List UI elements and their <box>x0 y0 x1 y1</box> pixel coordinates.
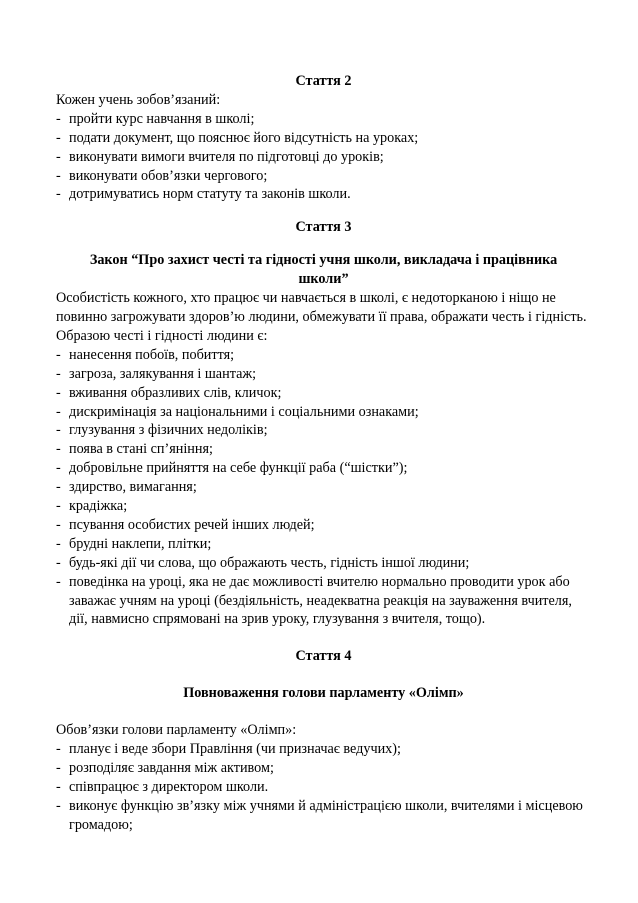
list-dash: - <box>56 129 61 146</box>
list-item: - брудні наклепи, плітки; <box>56 535 212 552</box>
list-dash: - <box>56 148 61 165</box>
list-item: - нанесення побоїв, побиття; <box>56 346 235 363</box>
list-dash: - <box>56 573 61 590</box>
article-4-intro: Обов’язки голови парламенту «Олімп»: <box>56 722 297 739</box>
list-item: - розподіляє завдання між активом; <box>56 760 274 776</box>
list-dash: - <box>56 760 61 776</box>
list-dash: - <box>56 535 61 552</box>
list-item: - загроза, залякування і шантаж; <box>56 365 257 382</box>
list-item: - дискримінація за національними і соціальними ознаками; <box>56 403 419 420</box>
list-item: - поведінка на уроці, яка не дає можливості вчителю нормально проводити урок або заважає учням на уроці (бездіяльність, неадекватна реакція на зауваження вчителя, дії, навмисно спрямовані на зрив уроку, глузування з вчителя, тощо). <box>56 573 572 628</box>
list-dash: - <box>56 167 61 184</box>
list-dash: - <box>56 778 61 795</box>
list-dash: - <box>56 797 61 814</box>
article-4-subtitle: Повноваження голови парламенту «Олімп» <box>183 685 464 702</box>
article-3-intro: Образою честі і гідності людини є: <box>56 327 268 344</box>
list-dash: - <box>56 346 61 363</box>
article-4-list <box>56 740 591 835</box>
article-2-intro: Кожен учень зобов’язаний: <box>56 91 221 108</box>
list-dash: - <box>56 460 61 477</box>
list-dash: - <box>56 365 61 382</box>
article-3-subtitle: Закон “Про захист честі та гідності учня школи, викладача і працівника школи” <box>89 252 558 288</box>
list-item: - дотримуватись норм статуту та законів школи. <box>56 186 351 203</box>
article-3-title: Стаття 3 <box>295 219 352 236</box>
list-dash: - <box>56 186 61 203</box>
article-4-title: Стаття 4 <box>295 648 352 665</box>
list-dash: - <box>56 498 61 515</box>
list-item: - співпрацює з директором школи. <box>56 778 269 795</box>
list-item: - здирство, вимагання; <box>56 479 197 496</box>
list-dash: - <box>56 403 61 420</box>
list-item: - поява в стані сп’яніння; <box>56 441 213 458</box>
article-3-list <box>56 346 591 630</box>
list-dash: - <box>56 554 61 571</box>
list-dash: - <box>56 422 61 439</box>
list-item: - глузування з фізичних недоліків; <box>56 422 268 439</box>
list-item: - вживання образливих слів, кличок; <box>56 384 282 401</box>
list-dash: - <box>56 384 61 401</box>
article-2-title: Стаття 2 <box>295 73 352 89</box>
list-item: - виконує функцію зв’язку між учнями й адміністрацією школи, вчителями і місцевою громадою; <box>56 797 583 833</box>
list-item: - планує і веде збори Правління (чи призначає ведучих); <box>56 741 401 758</box>
document-page <box>56 72 591 835</box>
list-item: - крадіжка; <box>56 498 128 515</box>
list-dash: - <box>56 741 61 758</box>
list-dash: - <box>56 441 61 458</box>
list-item: - будь-які дії чи слова, що ображають честь, гідність іншої людини; <box>56 554 470 571</box>
list-item: - добровільне прийняття на себе функції раба (“шістки”); <box>56 460 408 477</box>
list-item: - виконувати вимоги вчителя по підготовці до уроків; <box>56 148 384 165</box>
list-dash: - <box>56 110 61 127</box>
list-item: - пройти курс навчання в школі; <box>56 110 255 127</box>
article-2-list <box>56 110 591 205</box>
list-dash: - <box>56 479 61 496</box>
article-3-paragraph: Особистість кожного, хто працює чи навчається в школі, є недоторканою і ніщо не повинно загрожувати здоров’ю людини, обмежувати її права, ображати честь і гідність. <box>56 290 587 325</box>
list-dash: - <box>56 516 61 533</box>
list-item: - подати документ, що пояснює його відсутність на уроках; <box>56 129 419 146</box>
list-item: - виконувати обов’язки чергового; <box>56 167 268 184</box>
list-item: - псування особистих речей інших людей; <box>56 516 315 533</box>
